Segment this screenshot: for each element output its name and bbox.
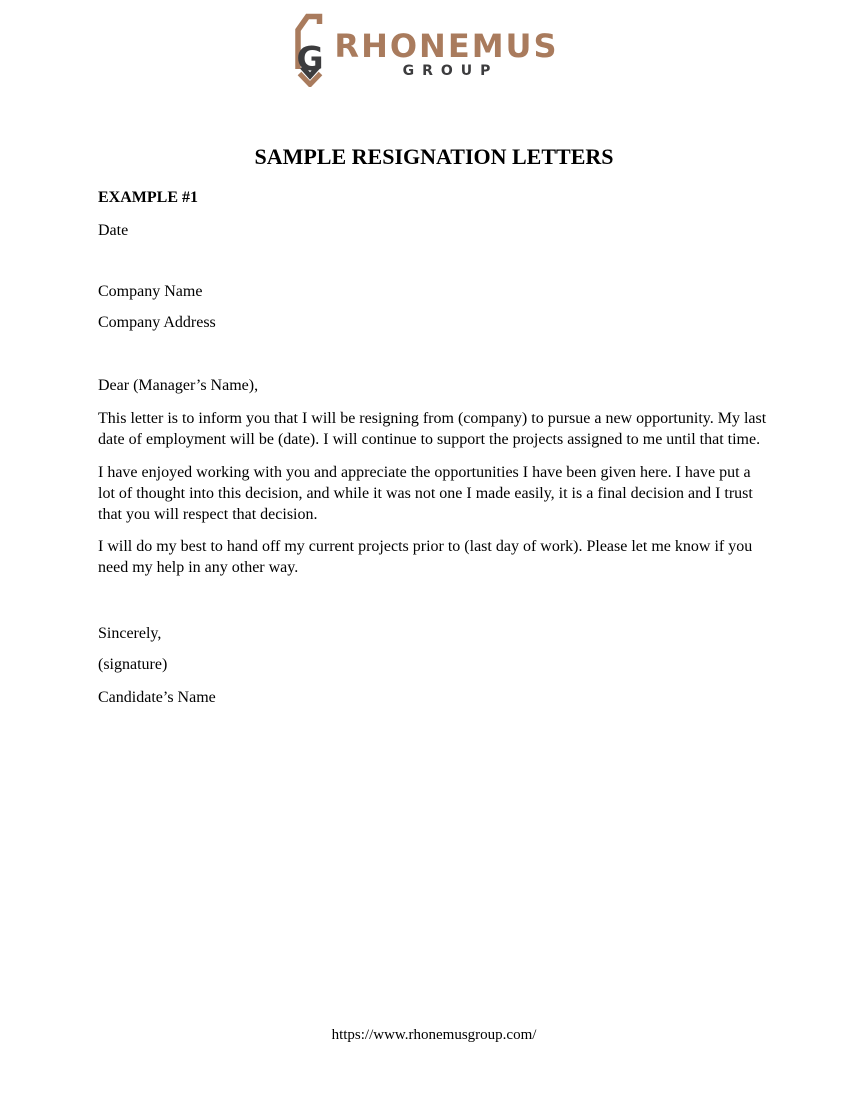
footer-url-link[interactable]: https://www.rhonemusgroup.com/: [331, 1027, 537, 1043]
logo-wordmark: RHONEMUS: [334, 27, 559, 65]
date-line: Date: [98, 222, 129, 239]
salutation-line: Dear (Manager’s Name),: [98, 377, 259, 394]
svg-text:G: G: [296, 39, 324, 78]
example-heading: EXAMPLE #1: [98, 189, 198, 206]
body-paragraph-1: This letter is to inform you that I will be resigning from (company) to pursue a new opportunity. My last date of employment will be (date). I will continue to support the projects assigned to me until that time.: [98, 410, 767, 448]
closing-line: Sincerely,: [98, 625, 162, 642]
logo-text: [334, 27, 559, 79]
document-title: SAMPLE RESIGNATION LETTERS: [254, 144, 614, 169]
page-footer: [98, 1026, 770, 1044]
company-logo: [0, 0, 852, 87]
body-paragraph-3: I will do my best to hand off my current projects prior to (last day of work). Please let me know if you need my help in any other way.: [98, 538, 753, 576]
logo-monogram-icon: [293, 13, 327, 87]
body-paragraph-2: I have enjoyed working with you and appreciate the opportunities I have been given here. I have put a lot of thought into this decision, and while it was not one I made easily, it is a final decision and I trust that you will respect that decision.: [98, 464, 753, 523]
logo-subtext: GROUP: [402, 63, 499, 79]
company-address-line: Company Address: [98, 314, 216, 331]
letter-content: [98, 144, 770, 708]
company-name-line: Company Name: [98, 283, 203, 300]
signature-line: (signature): [98, 656, 168, 673]
candidate-name-line: Candidate’s Name: [98, 689, 216, 706]
